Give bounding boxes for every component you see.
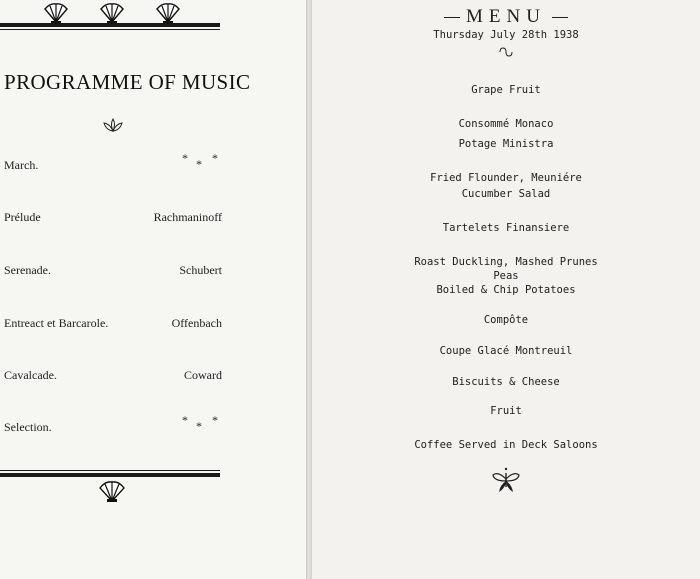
piece-title: Entreact et Barcarole. (4, 316, 109, 330)
fan-shell-icon (98, 480, 126, 502)
fan-shell-icon (99, 3, 125, 23)
title-dash-left (444, 17, 460, 18)
menu-item: Compôte (483, 314, 529, 326)
butterfly-icon (490, 467, 522, 495)
menu-item: Coupe Glacé Montreuil (439, 345, 573, 357)
menu-date: Thursday July 28th 1938 (433, 29, 579, 41)
piece-title: Selection. (4, 420, 52, 434)
menu-item: Roast Duckling, Mashed Prunes (414, 256, 598, 268)
piece-title: Serenade. (4, 263, 51, 277)
piece-title: Cavalcade. (4, 368, 57, 382)
programme-page (0, 0, 306, 579)
menu-item: Boiled & Chip Potatoes (436, 284, 576, 296)
menu-item: Grape Fruit (471, 84, 541, 96)
menu-item: Potage Ministra (458, 138, 554, 150)
top-ornament-row (43, 3, 181, 23)
composer: Coward (184, 368, 222, 382)
bottom-rule (0, 470, 220, 479)
fan-shell-icon (43, 3, 69, 23)
menu-item: Biscuits & Cheese (452, 376, 560, 388)
programme-title: PROGRAMME OF MUSIC (4, 70, 251, 94)
composer-unknown-asterisks: * * * (182, 413, 218, 433)
menu-page (312, 0, 700, 579)
menu-item: Tartelets Finansiere (442, 222, 570, 234)
menu-item: Fried Flounder, Meuniére (430, 172, 582, 184)
piece-title: March. (4, 158, 39, 172)
menu-item: Fruit (490, 405, 522, 417)
menu-item: Consommé Monaco (458, 118, 554, 130)
composer-unknown-asterisks: * * * (182, 151, 218, 171)
leaf-sprig-icon (103, 118, 123, 132)
title-dash-right (552, 17, 568, 18)
menu-title: MENU (466, 6, 546, 27)
top-rule (0, 23, 220, 30)
scroll-flourish-icon (498, 46, 514, 58)
composer: Offenbach (171, 316, 222, 330)
fan-shell-icon (155, 3, 181, 23)
piece-title: Prélude (4, 210, 41, 224)
composer: Schubert (179, 263, 222, 277)
menu-item: Coffee Served in Deck Saloons (414, 439, 598, 451)
menu-title-row (312, 6, 700, 28)
composer: Rachmaninoff (153, 210, 222, 224)
menu-item: Cucumber Salad (461, 188, 551, 200)
menu-item: Peas (493, 270, 519, 282)
